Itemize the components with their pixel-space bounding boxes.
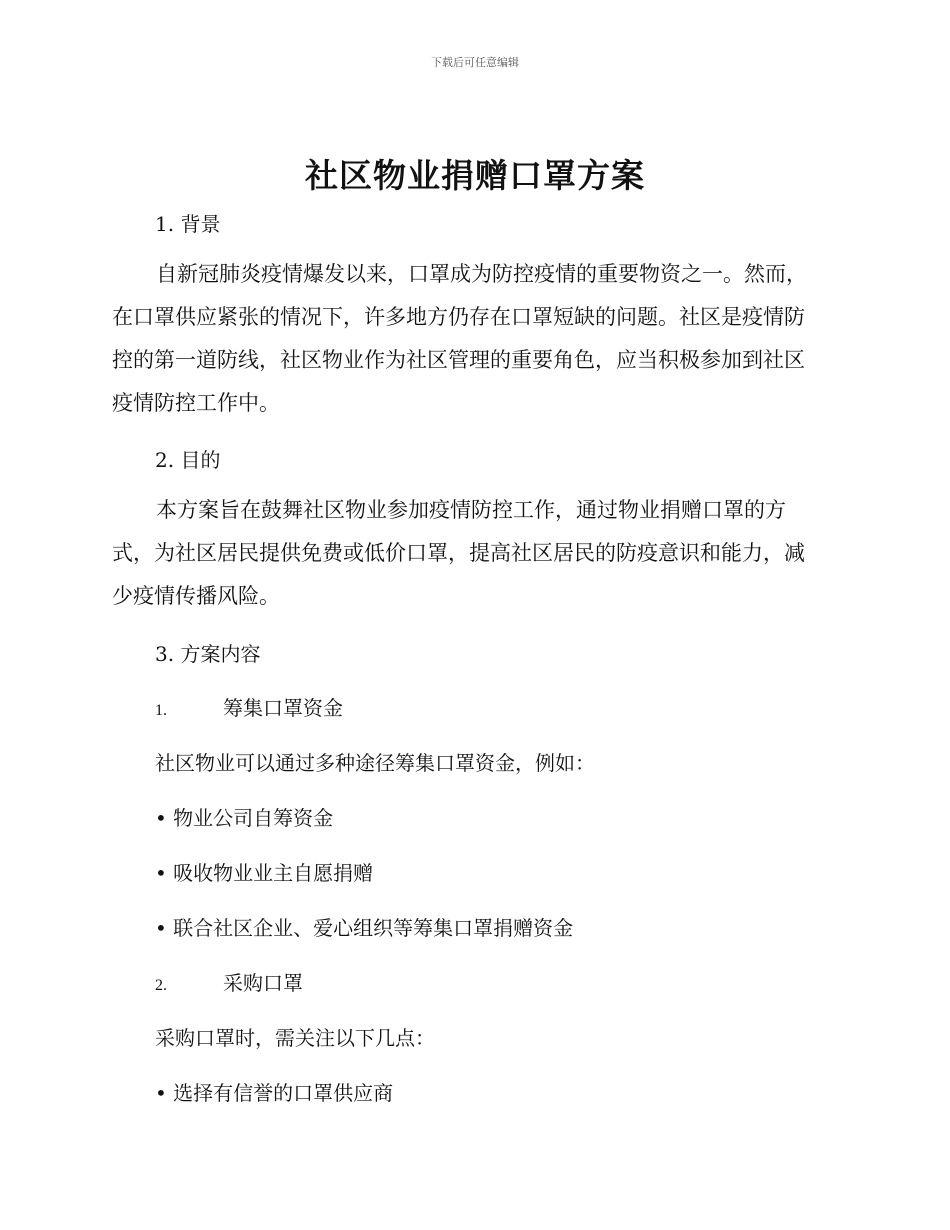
bullet-item: • 吸收物业业主自愿捐赠 — [155, 861, 374, 885]
bullet-item: • 物业公司自筹资金 — [155, 806, 334, 830]
item-intro: 采购口罩时，需关注以下几点： — [155, 1026, 435, 1050]
paragraph-line: 自新冠肺炎疫情爆发以来，口罩成为防控疫情的重要物资之一。然而， — [156, 262, 807, 286]
section-heading-background: 1. 背景 — [155, 212, 221, 236]
item-number: 1. — [155, 702, 167, 719]
numbered-item-fundraising — [155, 692, 343, 721]
header-note: 下载后可任意编辑 — [431, 56, 519, 69]
bullet-item: • 选择有信誉的口罩供应商 — [155, 1081, 394, 1105]
bullet-item: • 联合社区企业、爱心组织等筹集口罩捐赠资金 — [155, 916, 574, 940]
section-heading-plan: 3. 方案内容 — [155, 642, 261, 666]
section-heading-purpose: 2. 目的 — [155, 448, 221, 472]
paragraph-line: 疫情防控工作中。 — [112, 391, 280, 415]
item-number: 2. — [155, 977, 167, 994]
paragraph-line: 控的第一道防线，社区物业作为社区管理的重要角色，应当积极参加到社区 — [112, 348, 805, 372]
page-title: 社区物业捐赠口罩方案 — [305, 156, 645, 195]
paragraph-line: 在口罩供应紧张的情况下，许多地方仍存在口罩短缺的问题。社区是疫情防 — [112, 305, 805, 329]
numbered-item-purchasing — [155, 967, 303, 996]
item-label: 筹集口罩资金 — [223, 696, 343, 720]
section-paragraph-background — [112, 253, 832, 425]
item-label: 采购口罩 — [223, 971, 303, 995]
paragraph-line: 少疫情传播风险。 — [112, 584, 280, 608]
paragraph-line: 式，为社区居民提供免费或低价口罩，提高社区居民的防疫意识和能力，减 — [112, 541, 805, 565]
item-intro: 社区物业可以通过多种途径筹集口罩资金，例如： — [155, 751, 595, 775]
section-paragraph-purpose — [112, 489, 832, 618]
paragraph-line: 本方案旨在鼓舞社区物业参加疫情防控工作，通过物业捐赠口罩的方 — [156, 498, 786, 522]
